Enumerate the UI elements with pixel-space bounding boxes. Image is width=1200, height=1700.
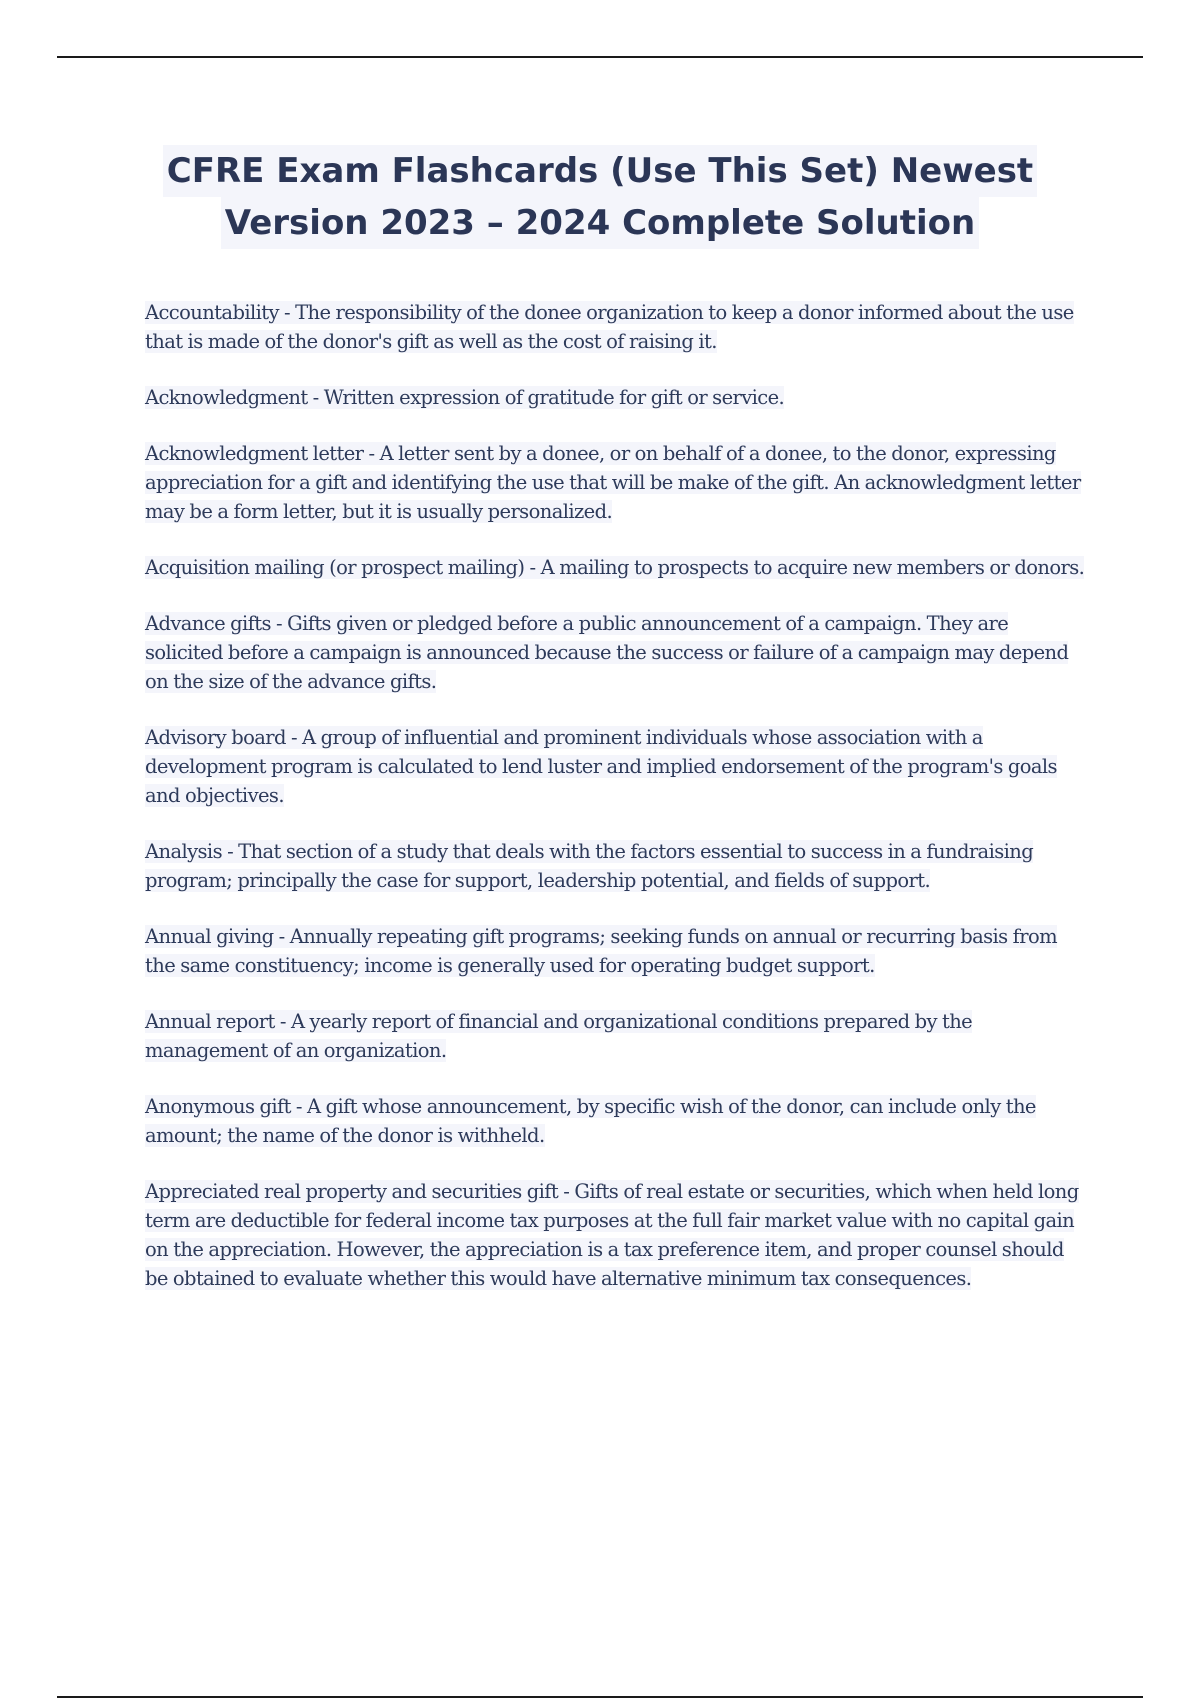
flashcard-entry [145,723,1090,810]
flashcard-text: Anonymous gift - A gift whose announcement, by specific wish of the donor, can include only the amount; the name of the donor is withheld. [145,1095,1036,1147]
title-line-2: Version 2023 – 2024 Complete Solution [221,197,979,249]
flashcard-entry [145,922,1090,980]
flashcard-entry [145,837,1090,895]
flashcard-entry [145,553,1090,582]
flashcard-text: Annual report - A yearly report of financial and organizational conditions prepared by the management of an organization. [145,1010,973,1062]
flashcard-text: Acquisition mailing (or prospect mailing) - A mailing to prospects to acquire new members or donors. [145,556,1085,579]
flashcard-entry [145,1092,1090,1150]
flashcard-entry [145,383,1090,412]
flashcard-text: Annual giving - Annually repeating gift programs; seeking funds on annual or recurring basis from the same constituency; income is generally used for operating budget support. [145,925,1058,977]
flashcard-list [145,298,1090,1320]
flashcard-text: Accountability - The responsibility of the donee organization to keep a donor informed about the use that is made of the donor's gift as well as the cost of raising it. [145,301,1074,353]
title-line-1: CFRE Exam Flashcards (Use This Set) Newest [163,145,1037,197]
flashcard-text: Advance gifts - Gifts given or pledged before a public announcement of a campaign. They are solicited before a campaign is announced because the success or failure of a campaign may depend on the size of the advance gifts. [145,612,1069,693]
flashcard-entry [145,1177,1090,1293]
flashcard-text: Advisory board - A group of influential and prominent individuals whose association with a development program is calculated to lend luster and implied endorsement of the program's goals and objectives. [145,726,1057,807]
top-rule [57,56,1143,58]
flashcard-entry [145,1007,1090,1065]
document-title [100,145,1100,249]
flashcard-entry [145,609,1090,696]
flashcard-text: Acknowledgment - Written expression of gratitude for gift or service. [145,386,785,409]
flashcard-entry [145,439,1090,526]
bottom-rule [57,1696,1143,1698]
flashcard-entry [145,298,1090,356]
flashcard-text: Appreciated real property and securities gift - Gifts of real estate or securities, which when held long term are deductible for federal income tax purposes at the full fair market value with no capital gain on the appreciation. However, the appreciation is a tax preference item, and proper counsel should be obtained to evaluate whether this would have alternative minimum tax consequences. [145,1180,1079,1290]
flashcard-text: Analysis - That section of a study that deals with the factors essential to success in a fundraising program; principally the case for support, leadership potential, and fields of support. [145,840,1034,892]
flashcard-text: Acknowledgment letter - A letter sent by a donee, or on behalf of a donee, to the donor, expressing appreciation for a gift and identifying the use that will be make of the gift. An acknowledgment letter may be a form letter, but it is usually personalized. [145,442,1081,523]
